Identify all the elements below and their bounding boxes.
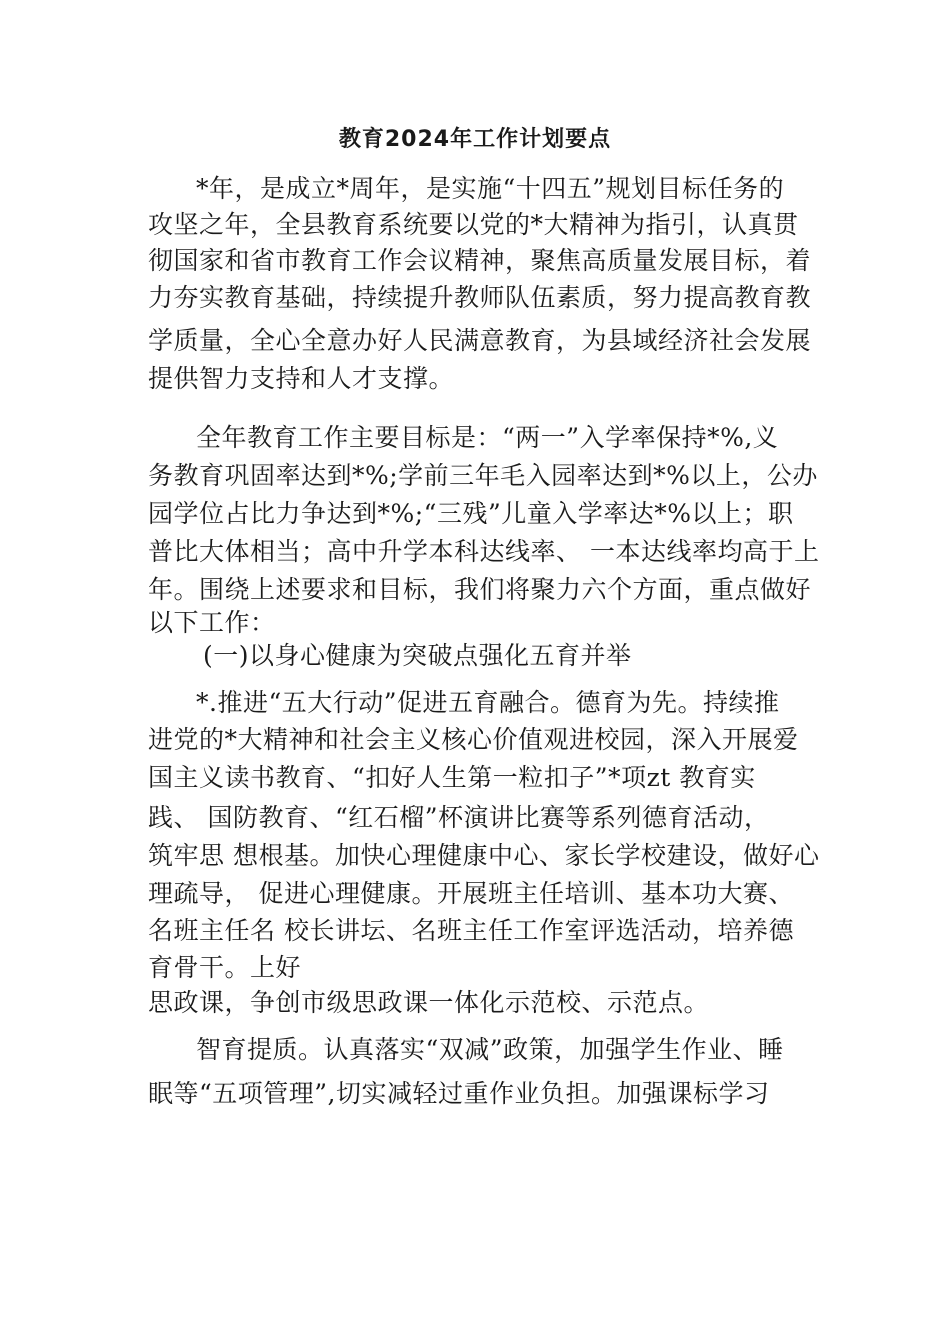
paragraph-line: 全年教育工作主要目标是：“两一”入学率保持*%,义 (196, 423, 779, 452)
paragraph-line: 攻坚之年，全县教育系统要以党的*大精神为指引，认真贯 (148, 210, 799, 239)
paragraph-line: 彻国家和省市教育工作会议精神，聚焦高质量发展目标，着 (148, 246, 812, 275)
paragraph-line: 提供智力支持和人才支撑。 (148, 364, 455, 393)
paragraph-line: 国主义读书教育、“扣好人生第一粒扣子”*项zt 教育实 (148, 763, 756, 792)
document-title: 教育2024年工作计划要点 (338, 127, 612, 152)
paragraph-line: 力夯实教育基础，持续提升教师队伍素质，努力提高教育教 (148, 283, 812, 312)
paragraph-line: 务教育巩固率达到*%;学前三年毛入园率达到*%以上，公办 (148, 461, 818, 490)
paragraph-line: 眠等“五项管理”,切实减轻过重作业负担。加强课标学习 (148, 1079, 770, 1108)
paragraph-line: 名班主任名 校长讲坛、名班主任工作室评选活动，培养德 (148, 916, 794, 945)
paragraph-line: 智育提质。认真落实“双减”政策，加强学生作业、睡 (196, 1035, 784, 1064)
paragraph-line: 普比大体相当；高中升学本科达线率、 一本达线率均高于上 (148, 537, 820, 566)
paragraph-line: 学质量，全心全意办好人民满意教育，为县域经济社会发展 (148, 326, 812, 355)
paragraph-line: 践、 国防教育、“红石榴”杯演讲比赛等系列德育活动， (148, 803, 770, 832)
paragraph-line: 思政课，争创市级思政课一体化示范校、示范点。 (148, 988, 710, 1017)
paragraph-line: 进党的*大精神和社会主义核心价值观进校园，深入开展爱 (148, 725, 799, 754)
paragraph-line: 筑牢思 想根基。加快心理健康中心、家长学校建设，做好心 (148, 841, 820, 870)
paragraph-line: *.推进“五大行动”促进五育融合。德育为先。持续推 (196, 688, 780, 717)
paragraph-line: 育骨干。上好 (148, 953, 302, 982)
paragraph-line: 理疏导， 促进心理健康。开展班主任培训、基本功大赛、 (148, 879, 794, 908)
section-heading: (一)以身心健康为突破点强化五育并举 (203, 641, 632, 670)
paragraph-line: 年。围绕上述要求和目标，我们将聚力六个方面，重点做好 (148, 575, 812, 604)
paragraph-line: 以下工作： (148, 608, 276, 637)
paragraph-line: 园学位占比力争达到*%;“三残”儿童入学率达*%以上；职 (148, 499, 794, 528)
paragraph-line: *年，是成立*周年，是实施“十四五”规划目标任务的 (196, 174, 785, 203)
